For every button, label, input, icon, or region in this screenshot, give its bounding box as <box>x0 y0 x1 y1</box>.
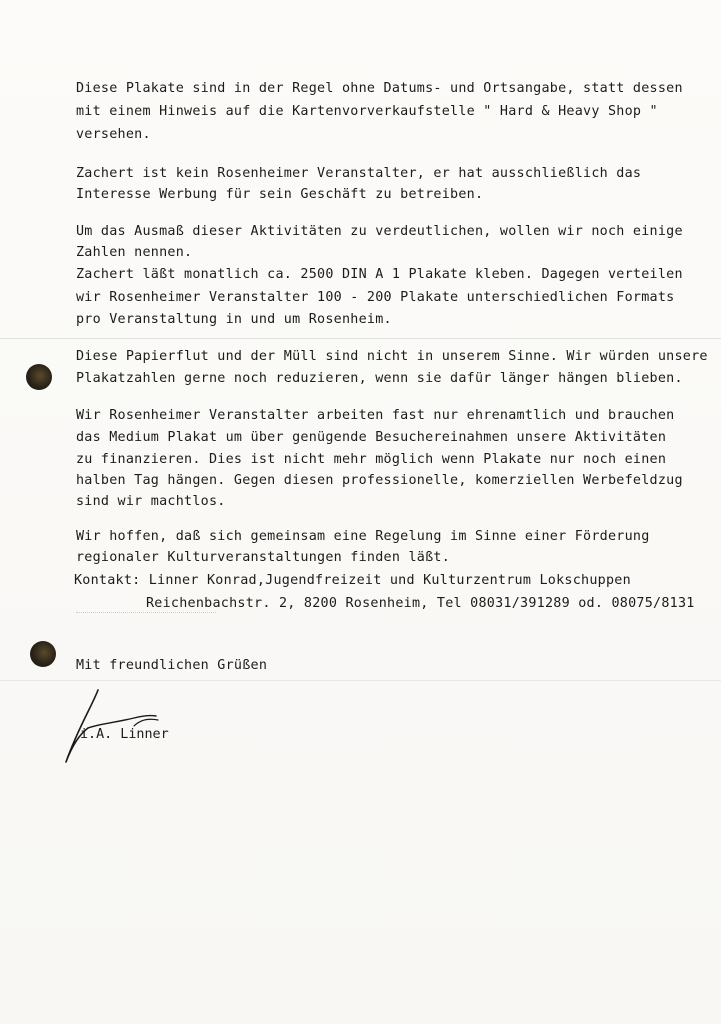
body-text-line: zu finanzieren. Dies ist nicht mehr möglich wenn Plakate nur noch einen <box>76 452 667 467</box>
paper-crease <box>0 338 721 339</box>
body-text-line: Zahlen nennen. <box>76 245 193 260</box>
body-text-line: Zachert ist kein Rosenheimer Veranstalter, er hat ausschließlich das <box>76 166 642 181</box>
body-text-line: versehen. <box>76 127 151 142</box>
body-text-line: wir Rosenheimer Veranstalter 100 - 200 Plakate unterschiedlichen Formats <box>76 290 675 305</box>
body-text-line: sind wir machtlos. <box>76 494 226 509</box>
paper-crease <box>0 680 721 681</box>
body-text-line: Diese Papierflut und der Müll sind nicht in unserem Sinne. Wir würden unsere <box>76 349 708 364</box>
signature-typed-name: i.A. Linner <box>80 727 169 742</box>
contact-line: Kontakt: Linner Konrad,Jugendfreizeit und Kulturzentrum Lokschuppen <box>74 573 631 588</box>
body-text-line: Diese Plakate sind in der Regel ohne Datums- und Ortsangabe, statt dessen <box>76 81 683 96</box>
body-text-line: Wir hoffen, daß sich gemeinsam eine Regelung im Sinne einer Förderung <box>76 529 650 544</box>
body-text-line: mit einem Hinweis auf die Kartenvorverkaufstelle " Hard & Heavy Shop " <box>76 104 658 119</box>
punch-hole-bottom <box>30 641 56 667</box>
body-text-line: pro Veranstaltung in und um Rosenheim. <box>76 312 392 327</box>
faint-erased-text <box>76 612 216 619</box>
body-text-line: Plakatzahlen gerne noch reduzieren, wenn sie dafür länger hängen blieben. <box>76 371 683 386</box>
punch-hole-top <box>26 364 52 390</box>
body-text-line: regionaler Kulturveranstaltungen finden läßt. <box>76 550 451 565</box>
body-text-line: Um das Ausmaß dieser Aktivitäten zu verdeutlichen, wollen wir noch einige <box>76 224 683 239</box>
body-text-line: Zachert läßt monatlich ca. 2500 DIN A 1 Plakate kleben. Dagegen verteilen <box>76 267 683 282</box>
closing-greeting: Mit freundlichen Grüßen <box>76 658 268 673</box>
body-text-line: halben Tag hängen. Gegen diesen professionelle, komerziellen Werbefeldzug <box>76 473 683 488</box>
body-text-line: Interesse Werbung für sein Geschäft zu betreiben. <box>76 187 484 202</box>
body-text-line: das Medium Plakat um über genügende Besuchereinahmen unsere Aktivitäten <box>76 430 667 445</box>
contact-address-line: Reichenbachstr. 2, 8200 Rosenheim, Tel 08031/391289 od. 08075/8131 <box>146 596 695 611</box>
body-text-line: Wir Rosenheimer Veranstalter arbeiten fast nur ehrenamtlich und brauchen <box>76 408 675 423</box>
